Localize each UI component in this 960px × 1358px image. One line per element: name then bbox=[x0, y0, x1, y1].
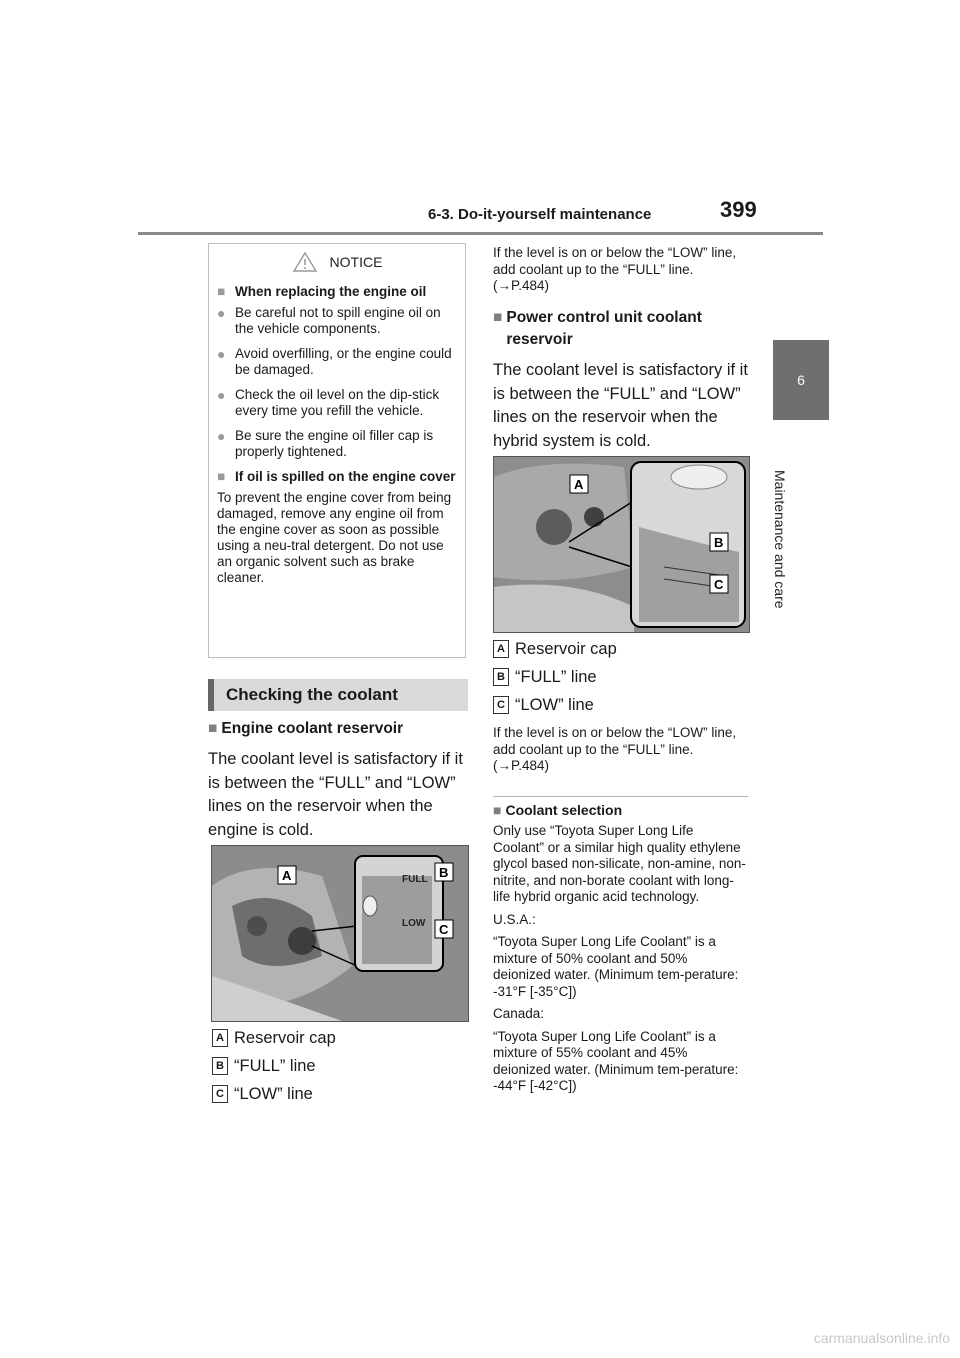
callout-b: B bbox=[714, 535, 724, 550]
notice-bullet: ● Check the oil level on the dip-stick every time you refill the vehicle. bbox=[217, 387, 440, 418]
low-marking: LOW bbox=[402, 918, 426, 929]
watermark: carmanualsonline.info bbox=[813, 1330, 950, 1346]
notice-bullet: ● Be sure the engine oil filler cap is properly tightened. bbox=[217, 428, 434, 459]
section-title: Checking the coolant bbox=[208, 679, 468, 711]
coolant-selection-text: Only use “Toyota Super Long Life Coolant” or a similar high quality ethylene glycol based non-silicate, non-amine, non-nitrite, and non-borate coolant with long-life hybrid organic acid technology. bbox=[493, 823, 746, 904]
engine-legend bbox=[212, 1024, 462, 1108]
callout-a: A bbox=[282, 868, 292, 883]
full-marking: FULL bbox=[402, 874, 428, 885]
section-divider bbox=[493, 796, 748, 797]
page-number: 399 bbox=[720, 197, 757, 222]
add-coolant-note: If the level is on or below the “LOW” line, add coolant up to the “FULL” line. (→P.484) bbox=[493, 245, 737, 293]
coolant-selection-heading: ■ Coolant selection bbox=[493, 802, 623, 818]
warning-triangle-icon bbox=[292, 251, 318, 273]
legend-item: B “FULL” line bbox=[212, 1052, 462, 1080]
engine-reservoir-illustration bbox=[211, 845, 469, 1022]
pcu-text: The coolant level is satisfactory if it is between the “FULL” and “LOW” lines on the reservoir when the hybrid system is cold. bbox=[493, 361, 748, 450]
callout-b: B bbox=[439, 865, 449, 880]
notice-bullet: ● Avoid overfilling, or the engine could be damaged. bbox=[217, 346, 452, 377]
usa-label: U.S.A.: bbox=[493, 911, 536, 927]
chapter-tab-label: Maintenance and care bbox=[772, 470, 788, 609]
notice-subheading: ■ When replacing the engine oil bbox=[217, 284, 427, 299]
callout-a: A bbox=[574, 477, 584, 492]
engine-coolant-heading: ■ Engine coolant reservoir bbox=[208, 720, 404, 737]
notice-bullet: ● Be careful not to spill engine oil on the vehicle components. bbox=[217, 305, 441, 336]
callout-c: C bbox=[714, 577, 724, 592]
header-divider bbox=[138, 232, 823, 235]
notice-title: NOTICE bbox=[329, 254, 383, 270]
legend-item: B “FULL” line bbox=[493, 663, 743, 691]
section-header: 6-3. Do-it-yourself maintenance bbox=[428, 206, 652, 223]
pcu-bay-image bbox=[494, 457, 749, 632]
legend-item: A Reservoir cap bbox=[493, 635, 743, 663]
callout-c: C bbox=[439, 922, 449, 937]
add-coolant-note-2: If the level is on or below the “LOW” line, add coolant up to the “FULL” line. (→P.484) bbox=[493, 725, 737, 773]
legend-item: C “LOW” line bbox=[212, 1080, 462, 1108]
usa-text: “Toyota Super Long Life Coolant” is a mixture of 50% coolant and 50% deionized water. (Minimum tem-perature: -31°F [-35°C]) bbox=[493, 934, 739, 999]
chapter-tab-number: 6 bbox=[773, 340, 829, 420]
pcu-reservoir-illustration bbox=[493, 456, 750, 633]
canada-text: “Toyota Super Long Life Coolant” is a mixture of 55% coolant and 45% deionized water. (Minimum tem-perature: -44°F [-42°C]) bbox=[493, 1028, 739, 1093]
notice-subheading: ■ If oil is spilled on the engine cover bbox=[217, 469, 456, 484]
engine-coolant-text: The coolant level is satisfactory if it is between the “FULL” and “LOW” lines on the reservoir when the engine is cold. bbox=[208, 750, 463, 839]
pcu-legend bbox=[493, 635, 743, 719]
canada-label: Canada: bbox=[493, 1006, 545, 1021]
legend-item: A Reservoir cap bbox=[212, 1024, 462, 1052]
engine-bay-image bbox=[212, 846, 468, 1021]
pcu-block bbox=[493, 307, 748, 453]
notice-paragraph: To prevent the engine cover from being damaged, remove any engine oil from the engine cover as soon as possible using a neu-tral detergent. Do not use an organic solvent such as brake cleaner. bbox=[217, 490, 452, 585]
pcu-heading: ■ Power control unit coolant reservoir bbox=[493, 309, 702, 348]
coolant-selection-block bbox=[493, 800, 748, 1095]
engine-coolant-block bbox=[208, 718, 470, 842]
legend-item: C “LOW” line bbox=[493, 691, 743, 719]
notice-box bbox=[208, 243, 466, 658]
notice-header bbox=[217, 244, 457, 280]
